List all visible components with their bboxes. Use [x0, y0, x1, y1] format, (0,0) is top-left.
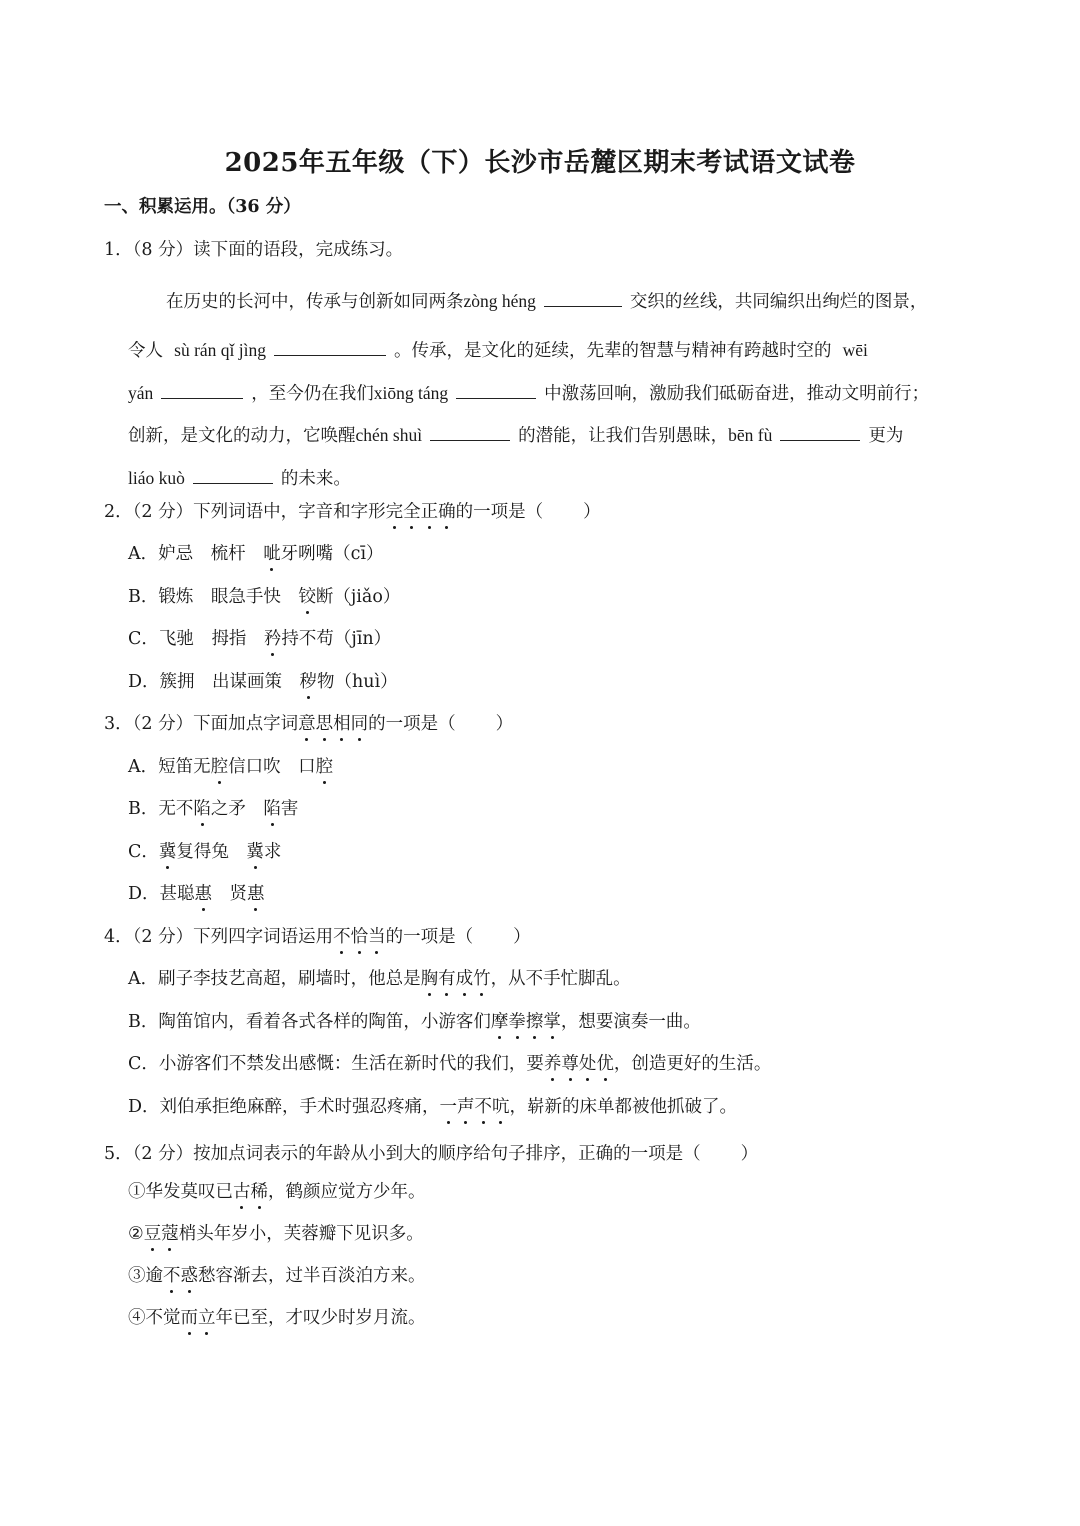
q4-option-b[interactable]: B．陶笛馆内，看着各式各样的陶笛，小游客们摩拳擦掌，想要演奏一曲。	[128, 1012, 701, 1032]
q5-sentence-2: ②豆蔻梢头年岁小，芙蓉瓣下见识多。	[128, 1224, 424, 1244]
emphasis-char: 而	[180, 1308, 198, 1328]
emphasis-text	[333, 927, 386, 947]
emphasis-char: 稀	[250, 1182, 268, 1202]
answer-blank[interactable]	[274, 337, 386, 356]
emphasis-char: 全	[403, 502, 421, 522]
emphasis-char: 尊	[561, 1054, 579, 1074]
q1-line-1: 在历史的长河中，传承与创新如同两条zòng héng 交织的丝线，共同编织出绚烂的图景，	[166, 288, 927, 314]
pinyin-xiongtang: xiōng táng	[373, 383, 449, 403]
emphasis-char: 掌	[543, 1012, 561, 1032]
emphasis-char: 优	[596, 1054, 614, 1074]
emphasis-char: 豆	[143, 1224, 162, 1244]
q4-option-d[interactable]: D．刘伯承拒绝麻醉，手术时强忍疼痛，一声不吭，崭新的床单都被他抓破了。	[128, 1097, 738, 1117]
emphasis-char: 当	[368, 927, 386, 947]
q3-option-d[interactable]: D．甚聪惠 贤惠	[128, 884, 265, 904]
q2-option-c[interactable]: C．飞驰 拇指 矜持不苟（jīn）	[128, 629, 392, 649]
q1-line-5: liáo kuò 的未来。	[128, 465, 351, 491]
emphasis-char: 擦	[525, 1012, 544, 1032]
emphasis-char: 同	[350, 714, 369, 734]
emphasis-char: 思	[315, 714, 334, 734]
emphasis-char: 吭	[492, 1097, 510, 1117]
emphasis-char: 立	[198, 1308, 216, 1328]
emphasis-char: 一	[439, 1097, 458, 1117]
q3-stem: 3．（2 分）下面加点字词意思相同的一项是（ ）	[104, 714, 514, 734]
pinyin-weiyan-part1: wēi	[842, 340, 868, 360]
emphasis-char: 处	[578, 1054, 597, 1074]
emphasis-char: 古	[233, 1182, 251, 1202]
q5-sentence-4: ④不觉而立年已至，才叹少时岁月流。	[128, 1308, 426, 1328]
emphasis-char: 养	[543, 1054, 562, 1074]
q3-option-a[interactable]: A．短笛无腔信口吹 口腔	[128, 757, 334, 777]
pinyin-chenshui: chén shuì	[355, 425, 423, 445]
emphasis-char: 不	[333, 927, 351, 947]
q4-option-c[interactable]: C．小游客们不禁发出感慨：生活在新时代的我们，要养尊处优，创造更好的生活。	[128, 1054, 772, 1074]
pinyin-suranqijing: sù rán qǐ jìng	[174, 340, 267, 360]
q1-stem: 1．（8 分）读下面的语段，完成练习。	[104, 240, 404, 260]
emphasis-char: 声	[457, 1097, 475, 1117]
answer-blank[interactable]	[544, 288, 622, 307]
answer-blank[interactable]	[430, 422, 510, 441]
q5-sentence-3: ③逾不惑愁容渐去，过半百淡泊方来。	[128, 1266, 426, 1286]
emphasis-char: 摩	[490, 1012, 509, 1032]
q3-option-b[interactable]: B．无不陷之矛 陷害	[128, 799, 299, 819]
emphasis-char: 恰	[350, 927, 369, 947]
q2-option-a[interactable]: A．妒忌 梳杆 呲牙咧嘴（cī）	[128, 544, 384, 564]
answer-blank[interactable]	[456, 380, 536, 399]
q1-line-4: 创新，是文化的动力，它唤醒chén shuì 的潜能，让我们告别愚昧，bēn fù 更为	[128, 422, 903, 448]
emphasis-char: 蔻	[161, 1224, 179, 1244]
pinyin-weiyan-part2: yán	[128, 383, 154, 403]
emphasis-char: 相	[333, 714, 351, 734]
answer-blank[interactable]	[193, 465, 273, 484]
q2-option-b[interactable]: B．锻炼 眼急手快 铰断（jiǎo）	[128, 587, 401, 607]
emphasis-char: 惑	[180, 1266, 198, 1286]
q5-stem: 5．（2 分）按加点词表示的年龄从小到大的顺序给句子排序，正确的一项是（ ）	[104, 1144, 759, 1164]
emphasis-text	[386, 502, 456, 522]
emphasis-char: 竹	[473, 969, 491, 989]
q3-option-c[interactable]: C．冀复得兔 冀求	[128, 842, 282, 862]
pinyin-benfu: bēn fù	[728, 425, 773, 445]
emphasis-char: 有	[438, 969, 456, 989]
q2-option-d[interactable]: D．簇拥 出谋画策 秽物（huì）	[128, 672, 398, 692]
q1-line-3: yán ，至今仍在我们xiōng táng 中激荡回响，激励我们砥砺奋进，推动文明前行；	[128, 380, 929, 406]
q2-stem: 2．（2 分）下列词语中，字音和字形完全正确的一项是（ ）	[104, 502, 601, 522]
answer-blank[interactable]	[780, 422, 860, 441]
emphasis-char: 完	[385, 502, 404, 522]
exam-title: 2025年五年级（下）长沙市岳麓区期末考试语文试卷	[224, 148, 856, 178]
q4-stem: 4．（2 分）下列四字词语运用不恰当的一项是（ ）	[104, 927, 531, 947]
pinyin-zongheng: zòng héng	[463, 291, 536, 311]
emphasis-char: 正	[420, 502, 439, 522]
q4-option-a[interactable]: A．刷子李技艺高超，刷墙时，他总是胸有成竹，从不手忙脚乱。	[128, 969, 631, 989]
emphasis-char: 胸	[420, 969, 439, 989]
emphasis-char: 不	[474, 1097, 493, 1117]
emphasis-char: 不	[163, 1266, 181, 1286]
emphasis-char: 意	[298, 714, 316, 734]
q5-sentence-1: ①华发莫叹已古稀，鹤颜应觉方少年。	[128, 1182, 426, 1202]
emphasis-char: 成	[455, 969, 474, 989]
emphasis-char: 拳	[508, 1012, 526, 1032]
emphasis-text	[298, 714, 368, 734]
emphasis-char: 确	[438, 502, 456, 522]
section-heading: 一、积累运用。（36 分）	[104, 197, 301, 217]
answer-blank[interactable]	[161, 380, 243, 399]
pinyin-liaokuo: liáo kuò	[128, 468, 185, 488]
q1-line-2: 令人 sù rán qǐ jìng 。传承，是文化的延续，先辈的智慧与精神有跨越时空的 wēi	[128, 337, 868, 363]
